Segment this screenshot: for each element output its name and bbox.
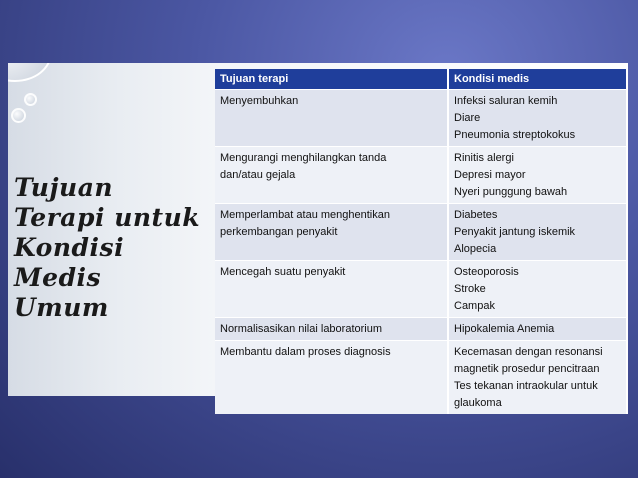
condition-text: magnetik prosedur pencitraan — [454, 363, 600, 375]
table-row — [215, 318, 627, 341]
condition-cell — [448, 90, 627, 147]
table-row — [215, 204, 627, 261]
table-header-row — [215, 69, 627, 90]
condition-text: Infeksi saluran kemih — [454, 95, 558, 107]
goal-cell — [215, 318, 448, 341]
goal-cell — [215, 147, 448, 204]
goal-cell — [215, 204, 448, 261]
header-kondisi-medis: Kondisi medis — [448, 69, 627, 90]
goal-text: Menyembuhkan — [220, 95, 299, 107]
condition-cell — [448, 341, 627, 415]
goal-text: Memperlambat atau menghentikan — [220, 209, 390, 221]
goal-text: Mencegah suatu penyakit — [220, 266, 346, 278]
therapy-table — [215, 69, 628, 414]
condition-cell — [448, 261, 627, 318]
condition-cell — [448, 318, 627, 341]
slide-title: Tujuan Terapi untuk Kondisi Medis Umum — [14, 173, 201, 322]
goal-text: perkembangan penyakit — [220, 226, 338, 238]
table-row — [215, 261, 627, 318]
decorative-bubble — [8, 63, 52, 82]
goal-text: Normalisasikan nilai laboratorium — [220, 323, 383, 335]
table-row — [215, 341, 627, 415]
condition-text: Campak — [454, 300, 495, 312]
decorative-bubble — [11, 108, 26, 123]
condition-text: Diare — [454, 112, 481, 124]
condition-text: Stroke — [454, 283, 486, 295]
goal-text: dan/atau gejala — [220, 169, 296, 181]
table-body — [215, 90, 627, 415]
condition-text: Tes tekanan intraokular untuk — [454, 380, 598, 392]
condition-text: Kecemasan dengan resonansi — [454, 346, 603, 358]
condition-cell — [448, 204, 627, 261]
goal-cell — [215, 90, 448, 147]
condition-cell — [448, 147, 627, 204]
condition-text: Penyakit jantung iskemik — [454, 226, 576, 238]
condition-text: Alopecia — [454, 243, 497, 255]
goal-cell — [215, 261, 448, 318]
condition-text: Depresi mayor — [454, 169, 526, 181]
decorative-bubble — [24, 93, 37, 106]
condition-text: Pneumonia streptokokus — [454, 129, 576, 141]
goal-text: Membantu dalam proses diagnosis — [220, 346, 391, 358]
condition-text: glaukoma — [454, 397, 502, 409]
goal-cell — [215, 341, 448, 415]
condition-text: Diabetes — [454, 209, 498, 221]
condition-text: Nyeri punggung bawah — [454, 186, 568, 198]
condition-text: Osteoporosis — [454, 266, 519, 278]
condition-text: Rinitis alergi — [454, 152, 514, 164]
condition-text: Hipokalemia Anemia — [454, 323, 555, 335]
table-row — [215, 147, 627, 204]
header-tujuan-terapi: Tujuan terapi — [215, 69, 448, 90]
table-row — [215, 90, 627, 147]
goal-text: Mengurangi menghilangkan tanda — [220, 152, 387, 164]
